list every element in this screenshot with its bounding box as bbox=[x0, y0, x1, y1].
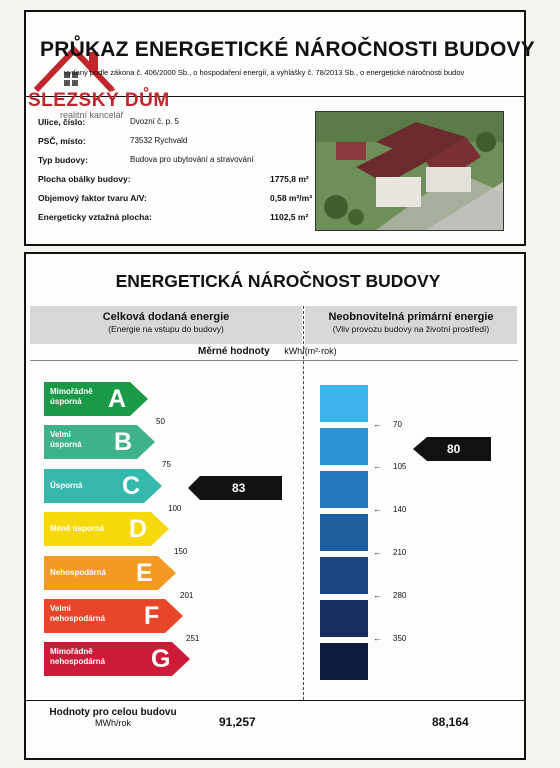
footer-right-value: 88,164 bbox=[432, 715, 469, 729]
header-line bbox=[30, 360, 518, 361]
class-d-arrow: Méně úsporná D bbox=[44, 512, 169, 546]
class-b-arrow: Velmi úsporná B bbox=[44, 425, 155, 459]
class-e-arrow: Nehospodárná E bbox=[44, 556, 176, 590]
primary-bar-2 bbox=[320, 428, 368, 465]
right-threshold: 105 bbox=[393, 462, 407, 471]
left-threshold: 251 bbox=[186, 634, 200, 643]
right-threshold-arrow: ← bbox=[373, 504, 382, 514]
right-column-header: Neobnovitelná primární energie (Vliv provozu budovy na životní prostředí) bbox=[305, 306, 517, 344]
left-threshold: 100 bbox=[168, 504, 182, 513]
building-photo bbox=[315, 111, 504, 231]
certificate-title: PRŮKAZ ENERGETICKÉ NÁROČNOSTI BUDOVY bbox=[40, 38, 535, 61]
primary-bar-3 bbox=[320, 471, 368, 508]
property-row: Objemový faktor tvaru A/V: 0,58 m²/m³ bbox=[38, 193, 313, 203]
left-threshold: 75 bbox=[162, 460, 171, 469]
primary-bar-5 bbox=[320, 557, 368, 594]
energy-section-title: ENERGETICKÁ NÁROČNOST BUDOVY bbox=[115, 271, 441, 291]
class-g-arrow: Mimořádně nehospodárná G bbox=[44, 642, 190, 676]
footer-left-value: 91,257 bbox=[219, 715, 256, 729]
right-threshold: 350 bbox=[393, 634, 407, 643]
right-threshold: 140 bbox=[393, 505, 407, 514]
primary-bar-4 bbox=[320, 514, 368, 551]
class-c-arrow: Úsporná C bbox=[44, 469, 162, 503]
primary-bar-7 bbox=[320, 643, 368, 680]
specific-values-label: Měrné hodnoty kWh/(m²·rok) bbox=[198, 346, 337, 357]
right-threshold-arrow: ← bbox=[373, 419, 382, 429]
property-row: Ulice, číslo: Dvozní č. p. 5 bbox=[38, 117, 179, 127]
primary-bar-6 bbox=[320, 600, 368, 637]
property-row: Energeticky vztažná plocha: 1102,5 m² bbox=[38, 212, 309, 222]
left-threshold: 150 bbox=[174, 547, 188, 556]
right-threshold: 210 bbox=[393, 548, 407, 557]
right-threshold: 280 bbox=[393, 591, 407, 600]
right-threshold-arrow: ← bbox=[373, 590, 382, 600]
footer-divider bbox=[26, 700, 524, 701]
logo-text: SLEZSKÝ DŮM bbox=[28, 90, 170, 111]
right-threshold-arrow: ← bbox=[373, 461, 382, 471]
right-threshold-arrow: ← bbox=[373, 547, 382, 557]
property-row: PSČ, místo: 73532 Rychvald bbox=[38, 136, 188, 146]
left-indicator: 83 bbox=[200, 476, 282, 500]
left-column-header: Celková dodaná energie (Energie na vstupu do budovy) bbox=[30, 306, 302, 344]
primary-bar-1 bbox=[320, 385, 368, 422]
property-row: Plocha obálky budovy: 1775,8 m² bbox=[38, 174, 309, 184]
left-threshold: 50 bbox=[156, 417, 165, 426]
left-threshold: 201 bbox=[180, 591, 194, 600]
footer-label: Hodnoty pro celou budovu MWh/rok bbox=[49, 707, 177, 728]
logo-subtext: realitní kancelář bbox=[60, 110, 124, 120]
class-a-arrow: Mimořádně úsporná A bbox=[44, 382, 148, 416]
class-f-arrow: Velmi nehospodárná F bbox=[44, 599, 183, 633]
right-threshold-arrow: ← bbox=[373, 633, 382, 643]
column-divider bbox=[303, 306, 304, 700]
certificate-subtitle: vydaný podle zákona č. 406/2000 Sb., o hospodaření energií, a vyhlášky č. 78/2013 Sb., o energetické náročnosti budov bbox=[64, 68, 465, 77]
right-threshold: 70 bbox=[393, 420, 402, 429]
property-row: Typ budovy: Budova pro ubytování a stravování bbox=[38, 155, 254, 165]
right-indicator: 80 bbox=[427, 437, 491, 461]
